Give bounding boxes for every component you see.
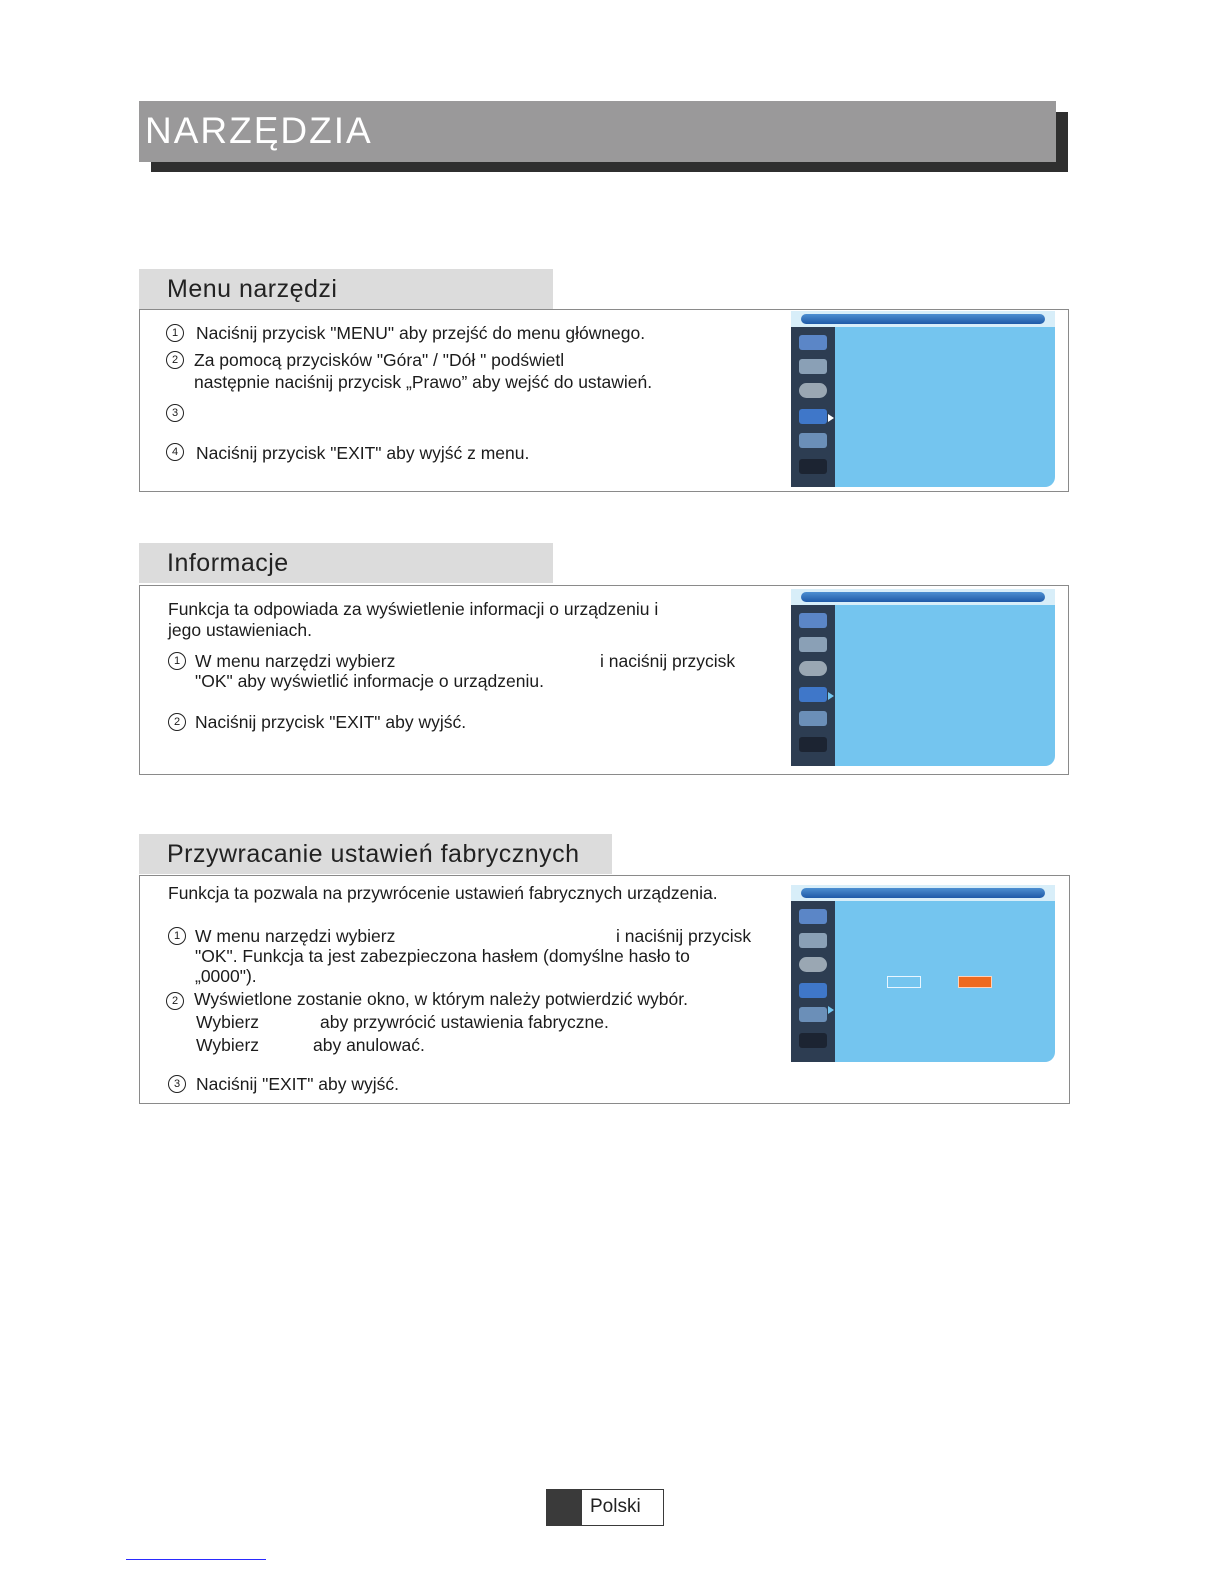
step-text: "OK" aby wyświetlić informacje o urządzeniu. xyxy=(195,671,544,691)
step-text: Wybierz xyxy=(196,1012,260,1032)
film-icon xyxy=(799,459,827,474)
step-text: następnie naciśnij przycisk „Prawo” aby wejść do ustawień. xyxy=(194,372,653,392)
step-text: Za pomocą przycisków "Góra" / "Dół " podświetl xyxy=(194,350,565,370)
step-text-continued: i naciśnij przycisk xyxy=(600,651,736,671)
step-text: Wybierz xyxy=(196,1035,260,1055)
step-marker: 3 xyxy=(168,1075,186,1093)
step-marker: 2 xyxy=(166,351,184,369)
step-text-continued: aby anulować. xyxy=(313,1035,425,1055)
tv-icon xyxy=(799,335,827,350)
film-icon xyxy=(799,737,827,752)
osd-title-strip xyxy=(791,885,1055,901)
selection-arrow-icon xyxy=(828,1006,834,1014)
section-title: Przywracanie ustawień fabrycznych xyxy=(167,840,580,868)
step-text: W menu narzędzi wybierz xyxy=(195,926,396,946)
footer-underline xyxy=(126,1559,266,1560)
step-marker: 3 xyxy=(166,404,184,422)
step-marker: 2 xyxy=(166,992,184,1010)
osd-title-strip xyxy=(791,589,1055,605)
selection-arrow-icon xyxy=(828,692,834,700)
step-text: Naciśnij "EXIT" aby wyjść. xyxy=(196,1074,400,1094)
tools-icon xyxy=(799,687,827,702)
step-text: "OK". Funkcja ta jest zabezpieczona hasłem (domyślne hasło to xyxy=(195,946,690,966)
description-text: Funkcja ta odpowiada za wyświetlenie informacji o urządzeniu i xyxy=(168,599,659,619)
tools-icon xyxy=(799,409,827,424)
tools-icon xyxy=(799,983,827,998)
osd-title-bar xyxy=(801,314,1045,324)
step-marker: 1 xyxy=(168,927,186,945)
osd-sidebar xyxy=(791,901,835,1062)
edit-icon xyxy=(799,637,827,652)
description-text: jego ustawieniach. xyxy=(168,620,312,640)
tv-icon xyxy=(799,613,827,628)
footer-tab-dark xyxy=(546,1489,581,1526)
osd-sidebar xyxy=(791,327,835,487)
osd-screenshot-info xyxy=(791,589,1055,766)
osd-confirm-option xyxy=(958,976,992,988)
section-header-factory-reset xyxy=(139,834,612,874)
osd-title-bar xyxy=(801,888,1045,898)
section-header-tools-menu xyxy=(139,269,553,309)
osd-screenshot-tools-menu xyxy=(791,311,1055,487)
step-marker: 1 xyxy=(168,652,186,670)
step-text: Naciśnij przycisk "EXIT" aby wyjść z menu. xyxy=(196,443,530,463)
tv-icon xyxy=(799,909,827,924)
step-marker: 2 xyxy=(168,713,186,731)
step-text: Wyświetlone zostanie okno, w którym należy potwierdzić wybór. xyxy=(194,989,688,1009)
media-icon xyxy=(799,711,827,726)
step-marker: 4 xyxy=(166,443,184,461)
footer-language: Polski xyxy=(590,1496,641,1517)
osd-title-strip xyxy=(791,311,1055,327)
section-title: Informacje xyxy=(167,549,289,577)
film-icon xyxy=(799,1033,827,1048)
step-text-continued: aby przywrócić ustawienia fabryczne. xyxy=(320,1012,609,1032)
step-text: Naciśnij przycisk "MENU" aby przejść do menu głównego. xyxy=(196,323,646,343)
description-text: Funkcja ta pozwala na przywrócenie ustawień fabrycznych urządzenia. xyxy=(168,883,718,903)
step-text-continued: i naciśnij przycisk xyxy=(616,926,752,946)
step-text: W menu narzędzi wybierz xyxy=(195,651,396,671)
osd-cancel-option xyxy=(887,976,921,988)
settings-icon xyxy=(799,957,827,972)
edit-icon xyxy=(799,359,827,374)
selection-arrow-icon xyxy=(828,414,834,422)
section-title: Menu narzędzi xyxy=(167,275,338,303)
step-marker: 1 xyxy=(166,324,184,342)
page-title: NARZĘDZIA xyxy=(145,110,373,151)
settings-icon xyxy=(799,383,827,398)
osd-sidebar xyxy=(791,605,835,766)
edit-icon xyxy=(799,933,827,948)
section-header-info xyxy=(139,543,553,583)
settings-icon xyxy=(799,661,827,676)
step-text: „0000"). xyxy=(195,966,257,986)
osd-screenshot-factory-reset xyxy=(791,885,1055,1062)
media-icon xyxy=(799,1007,827,1022)
step-text: Naciśnij przycisk "EXIT" aby wyjść. xyxy=(195,712,467,732)
media-icon xyxy=(799,433,827,448)
osd-title-bar xyxy=(801,592,1045,602)
